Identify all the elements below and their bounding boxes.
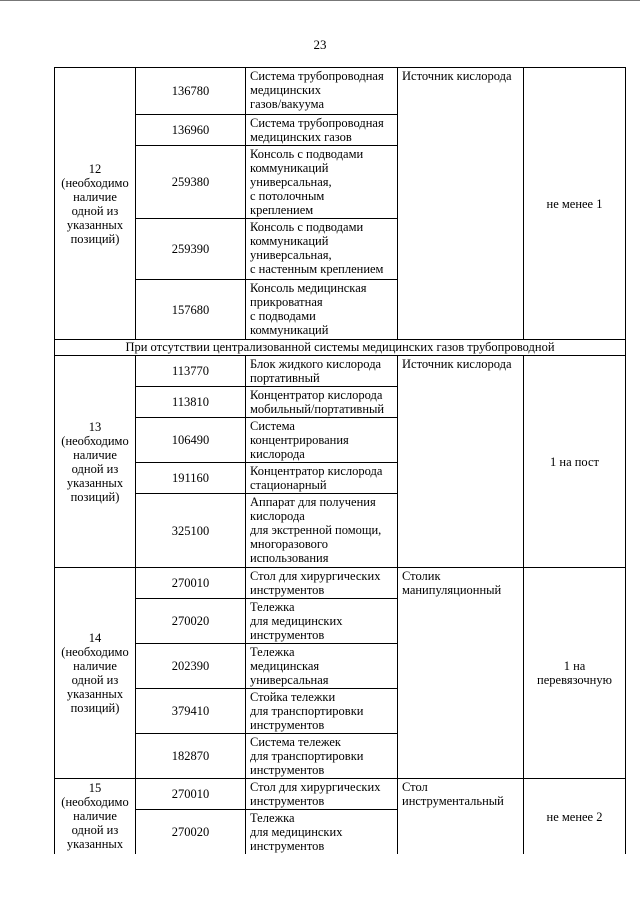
item-name-line: Система трубопроводная: [250, 116, 384, 130]
item-name-line: Тележка: [250, 811, 295, 825]
item-code: 270010: [136, 779, 246, 810]
item-code: 379410: [136, 689, 246, 734]
item-name: [246, 779, 398, 810]
cell-line: перевязочную: [537, 673, 612, 687]
item-name-line: коммуникаций: [250, 234, 329, 248]
item-name: [246, 494, 398, 568]
item-name: [246, 689, 398, 734]
item-name-line: Система трубопроводная: [250, 69, 384, 83]
item-name-line: многоразового: [250, 537, 328, 551]
item-code: 325100: [136, 494, 246, 568]
item-code: 270020: [136, 599, 246, 644]
item-name-line: Система тележек: [250, 735, 341, 749]
item-name-line: медицинская: [250, 659, 320, 673]
equipment-type: [398, 68, 524, 340]
group-number-cell: [55, 568, 136, 779]
cell-line: наличие: [73, 447, 117, 462]
item-name-line: универсальная,: [250, 175, 332, 189]
item-name-line: кислорода: [250, 509, 305, 523]
equipment-type: [398, 568, 524, 779]
item-name-line: для медицинских: [250, 614, 343, 628]
item-name: [246, 280, 398, 340]
item-name-line: мобильный/портативный: [250, 402, 385, 416]
item-name-line: портативный: [250, 371, 320, 385]
item-name-line: универсальная,: [250, 248, 332, 262]
required-quantity: [524, 779, 626, 855]
required-quantity: [524, 356, 626, 568]
cell-line: наличие: [73, 189, 117, 204]
item-name: [246, 115, 398, 146]
item-name-line: Тележка: [250, 645, 295, 659]
item-name-line: Консоль медицинская: [250, 281, 367, 295]
equipment-type: [398, 356, 524, 568]
table-row: [55, 779, 626, 810]
item-name-line: для экстренной помощи,: [250, 523, 382, 537]
item-code: 191160: [136, 463, 246, 494]
item-name-line: концентрирования: [250, 433, 349, 447]
group-number-cell: [55, 68, 136, 340]
section-note: При отсутствии централизованной системы медицинских газов трубопроводной: [55, 340, 626, 356]
item-name-line: Концентратор кислорода: [250, 464, 383, 478]
group-number-cell: [55, 356, 136, 568]
item-name: [246, 356, 398, 387]
item-code: 270010: [136, 568, 246, 599]
cell-line: Источник кислорода: [402, 69, 512, 83]
cell-line: позиций): [70, 489, 120, 504]
item-name-line: инструментов: [250, 718, 325, 732]
item-name-line: Аппарат для получения: [250, 495, 376, 509]
item-code: 270020: [136, 810, 246, 855]
item-name-line: инструментов: [250, 794, 325, 808]
item-name-line: Консоль с подводами: [250, 147, 364, 161]
item-name-line: Стол для хирургических: [250, 780, 381, 794]
item-name-line: медицинских: [250, 83, 321, 97]
item-name: [246, 68, 398, 115]
item-name-line: прикроватная: [250, 295, 323, 309]
cell-line: (необходимо: [61, 795, 129, 809]
cell-line: одной из: [71, 823, 119, 837]
item-code: 182870: [136, 734, 246, 779]
item-name-line: с настенным креплением: [250, 262, 384, 276]
item-code: 113810: [136, 387, 246, 418]
item-name-line: для медицинских: [250, 825, 343, 839]
item-name-line: Стол для хирургических: [250, 569, 381, 583]
item-name: [246, 644, 398, 689]
item-name-line: медицинских газов: [250, 130, 352, 144]
item-name: [246, 599, 398, 644]
item-name-line: с подводами: [250, 309, 316, 323]
item-name-line: для транспортировки: [250, 704, 364, 718]
cell-line: манипуляционный: [402, 583, 502, 597]
item-code: 136780: [136, 68, 246, 115]
page-top-border: [0, 0, 640, 1]
item-code: 136960: [136, 115, 246, 146]
cell-line: 14: [88, 631, 102, 645]
cell-line: одной из: [71, 461, 119, 476]
cell-line: 1 на пост: [550, 454, 599, 469]
item-name-line: кислорода: [250, 447, 305, 461]
cell-line: 1 на: [563, 659, 586, 673]
cell-line: не менее 1: [546, 196, 603, 211]
item-name-line: Консоль с подводами: [250, 220, 364, 234]
item-name: [246, 463, 398, 494]
cell-line: (необходимо: [61, 175, 129, 190]
cell-line: позиций): [70, 231, 120, 246]
item-name-line: креплением: [250, 203, 314, 217]
item-name-line: газов/вакуума: [250, 97, 325, 111]
item-name: [246, 387, 398, 418]
item-name-line: инструментов: [250, 628, 325, 642]
equipment-type: [398, 779, 524, 855]
item-name: [246, 568, 398, 599]
required-quantity: [524, 568, 626, 779]
item-code: 106490: [136, 418, 246, 463]
cell-line: не менее 2: [546, 809, 603, 824]
group-number-cell: [55, 779, 136, 855]
cell-line: (необходимо: [61, 645, 129, 659]
item-name: [246, 219, 398, 280]
item-code: 259390: [136, 219, 246, 280]
item-code: 113770: [136, 356, 246, 387]
item-name: [246, 810, 398, 855]
item-name-line: использования: [250, 551, 329, 565]
item-name-line: Тележка: [250, 600, 295, 614]
item-code: 259380: [136, 146, 246, 219]
item-name-line: инструментов: [250, 763, 325, 777]
item-name-line: с потолочным: [250, 189, 325, 203]
item-name-line: Стойка тележки: [250, 690, 336, 704]
item-name: [246, 146, 398, 219]
cell-line: наличие: [73, 659, 117, 673]
item-name-line: Блок жидкого кислорода: [250, 357, 382, 371]
cell-line: указанных: [66, 687, 124, 701]
equipment-table: [54, 67, 626, 854]
item-code: 157680: [136, 280, 246, 340]
cell-line: Стол: [402, 780, 428, 794]
item-name-line: для транспортировки: [250, 749, 364, 763]
cell-line: одной из: [71, 673, 119, 687]
cell-line: Столик: [402, 569, 441, 583]
item-name-line: инструментов: [250, 583, 325, 597]
cell-line: указанных: [66, 475, 124, 490]
cell-line: указанных: [66, 837, 124, 851]
item-name: [246, 418, 398, 463]
cell-line: указанных: [66, 217, 124, 232]
cell-line: одной из: [71, 203, 119, 218]
table-row: [55, 356, 626, 387]
table-row: [55, 68, 626, 115]
item-name-line: коммуникаций: [250, 161, 329, 175]
item-name-line: универсальная: [250, 673, 329, 687]
cell-line: Источник кислорода: [402, 357, 512, 371]
item-name: [246, 734, 398, 779]
item-name-line: инструментов: [250, 839, 325, 853]
item-name-line: коммуникаций: [250, 323, 329, 337]
section-note-row: [55, 340, 626, 356]
item-name-line: стационарный: [250, 478, 327, 492]
cell-line: 12: [88, 161, 102, 176]
table-row: [55, 568, 626, 599]
cell-line: (необходимо: [61, 433, 129, 448]
cell-line: 13: [88, 419, 102, 434]
page-number: 23: [313, 37, 327, 52]
cell-line: 15: [88, 781, 102, 795]
required-quantity: [524, 68, 626, 340]
item-name-line: Концентратор кислорода: [250, 388, 383, 402]
item-name-line: Система: [250, 419, 295, 433]
cell-line: наличие: [73, 809, 117, 823]
cell-line: позиций): [70, 701, 120, 715]
cell-line: инструментальный: [402, 794, 504, 808]
item-code: 202390: [136, 644, 246, 689]
